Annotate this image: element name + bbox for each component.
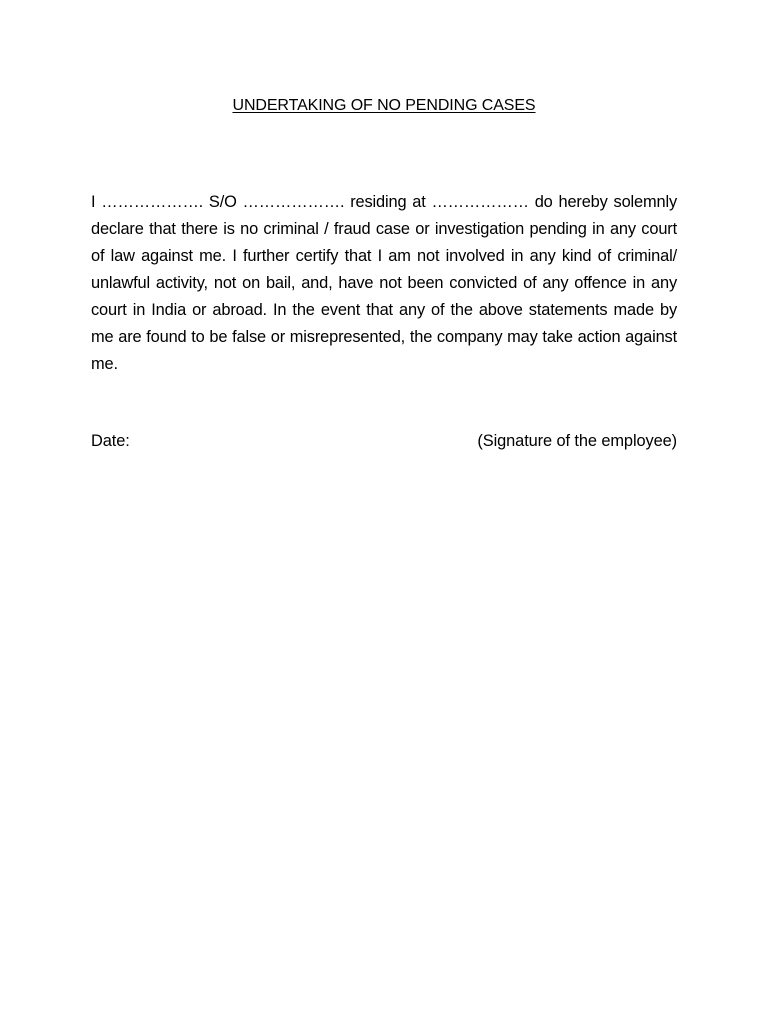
signature-row	[91, 428, 677, 455]
signature-label: (Signature of the employee)	[477, 432, 677, 450]
document-title: UNDERTAKING OF NO PENDING CASES	[232, 97, 536, 114]
declaration-paragraph: I ………………. S/O ………………. residing at ……………… do hereby solemnly declare that there is no criminal / fraud case or investigation pending in any court of law against me. I further certify that I am not involved in any kind of criminal/ unlawful activity, not on bail, and, have not been convicted of any offence in any court in India or abroad. In the event that any of the above statements made by me are found to be false or misrepresented, the company may take action against me.	[91, 193, 677, 373]
date-label: Date:	[91, 432, 130, 450]
